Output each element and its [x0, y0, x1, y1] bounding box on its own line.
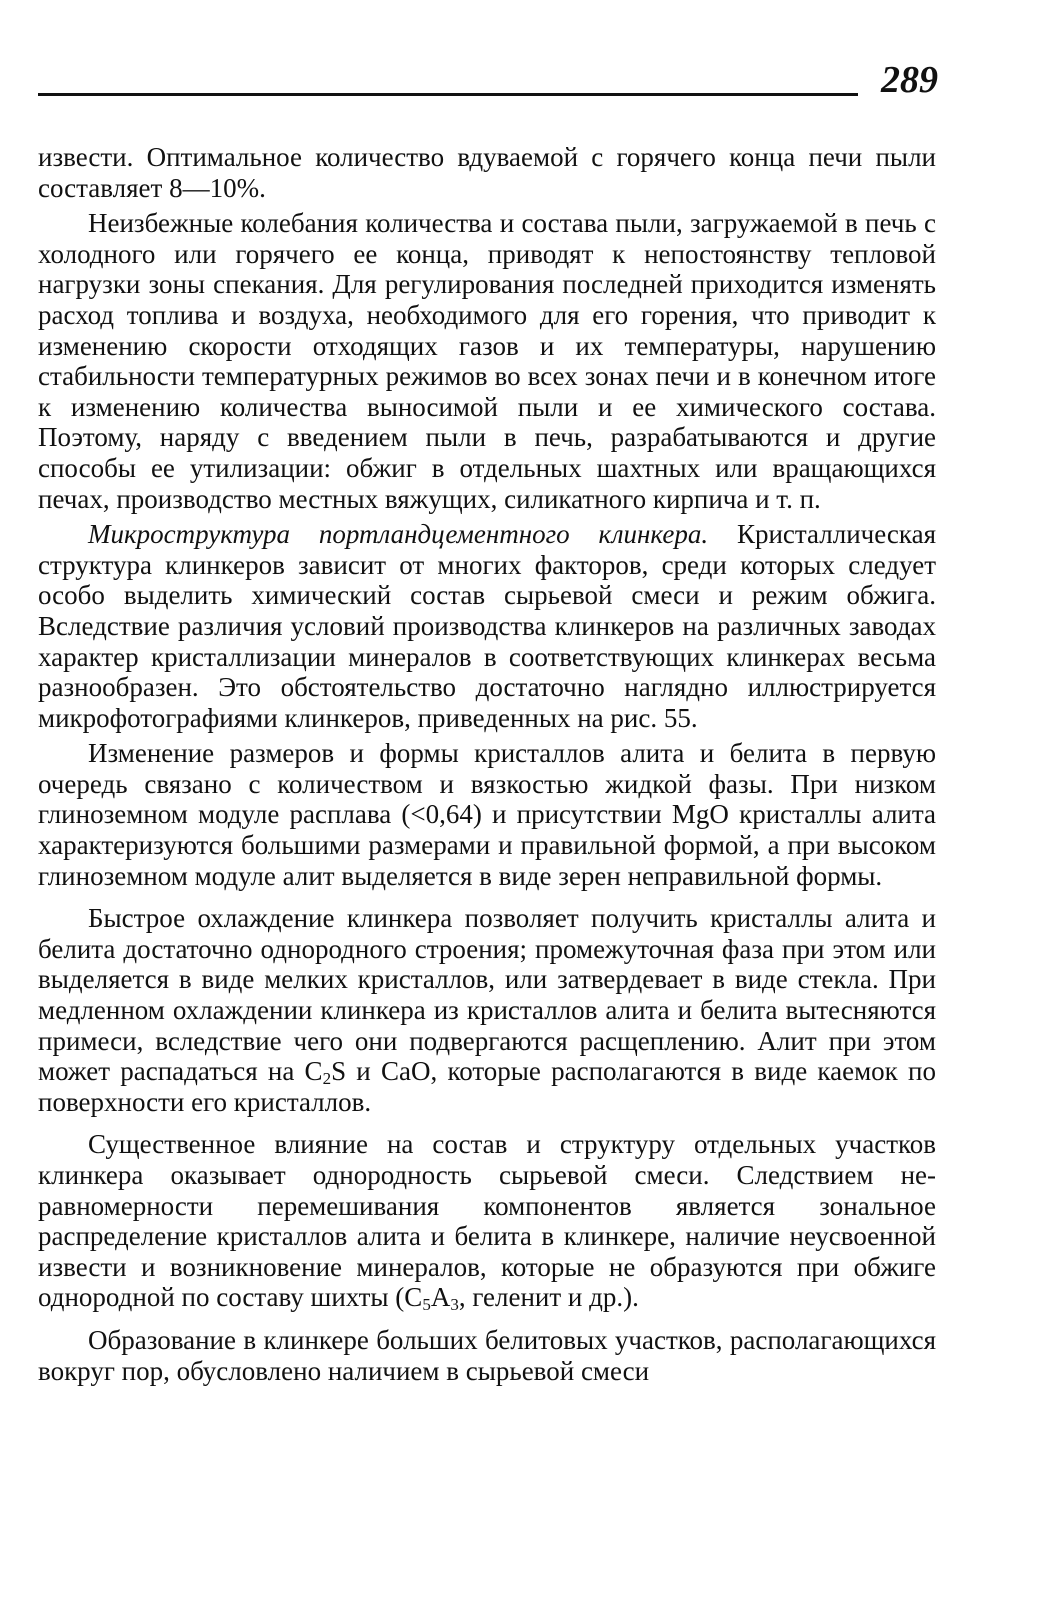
paragraph-7: Образование в клинкере больших белитовых участков, располагающихся вокруг пор, обусловлено наличием в сырьевой смеси [38, 1324, 936, 1386]
paragraph-4: Изменение размеров и формы кристаллов алита и белита в первую очередь связано с количеством и вязкостью жидкой фазы. При низком глиноземном модуле расплава (<0,64) и присутствии MgO кристаллы алита характеризуются большими размерами и правильной формой, а при высоком глиноземном модуле алит выделяется в виде зерен неправильной формы. [38, 738, 936, 891]
paragraph-5 [38, 903, 936, 1117]
subscript: 5 [422, 1295, 431, 1315]
paragraph-5-part-a: Быстрое охлаждение клинкера позволяет получить кристаллы алита и белита достаточно однородного строения; промежуточная фаза при этом или выделяется в виде мелких кристаллов, или затвердевает в виде стекла. При медленном охлаждении клинкера из кристаллов алита и белита вытесняются примеси, вследствие чего они подвергаются расщеплению. Алит при этом может распадаться на C [38, 903, 936, 1087]
paragraph-3 [38, 519, 936, 733]
subscript: 2 [322, 1069, 332, 1089]
paragraph-5-part-b: S и CaO, которые располагаются в виде каемок по поверхности его кристаллов. [38, 1056, 936, 1117]
paragraph-6-part-a: Существенное влияние на состав и структуру отдельных участков клинкера оказывает однородность сырьевой смеси. Следствием неравномерности перемешивания компонентов является зональное распределение кристаллов алита и белита в клинкере, наличие неусвоенной извести и возникновение минералов, которые не образуются при обжиге однородной по составу шихты (C [38, 1129, 936, 1313]
subscript: 3 [450, 1295, 459, 1315]
body-text [38, 142, 936, 1386]
formula-letter: A [430, 1282, 451, 1313]
paragraph-3-body: Кристаллическая структура клинкеров зависит от многих факторов, среди которых следует особо выделить химический состав сырьевой смеси и режим обжига. Вследствие различия условий производства клинкеров на различных заводах характер кристаллизации минералов в соответствующих клинкерах весьма разнообразен. Это обстоятельство достаточно наглядно иллюстрируется микрофотографиями клинкеров, приведенных на рис. 55. [38, 519, 936, 733]
header-rule [38, 93, 858, 96]
paragraph-2: Неизбежные колебания количества и состава пыли, загружаемой в печь с холодного или горячего ее конца, приводят к непостоянству тепловой нагрузки зоны спекания. Для регулирования последней приходится изменять расход топлива и воздуха, необходимого для его горения, что приводит к изменению скорости отходящих газов и их температуры, нарушению стабильности температурных режимов во всех зонах печи и в конечном итоге к изменению количества выносимой пыли и ее химического состава. Поэтому, наряду с введением пыли в печь, разрабатываются и другие способы ее утилизации: обжиг в отдельных шахтных или вращающихся печах, производство местных вяжущих, силикатного кирпича и т. п. [38, 208, 936, 514]
paragraph-6-part-b: , геленит и др.). [458, 1282, 639, 1313]
paragraph-1: извести. Оптимальное количество вдуваемой с горячего конца печи пыли составляет 8—10%. [38, 142, 936, 203]
page-header [38, 58, 938, 102]
paragraph-6 [38, 1129, 936, 1313]
page-number: 289 [881, 59, 938, 101]
section-heading-italic: Микроструктура портландцементного клинкера. [88, 519, 709, 550]
